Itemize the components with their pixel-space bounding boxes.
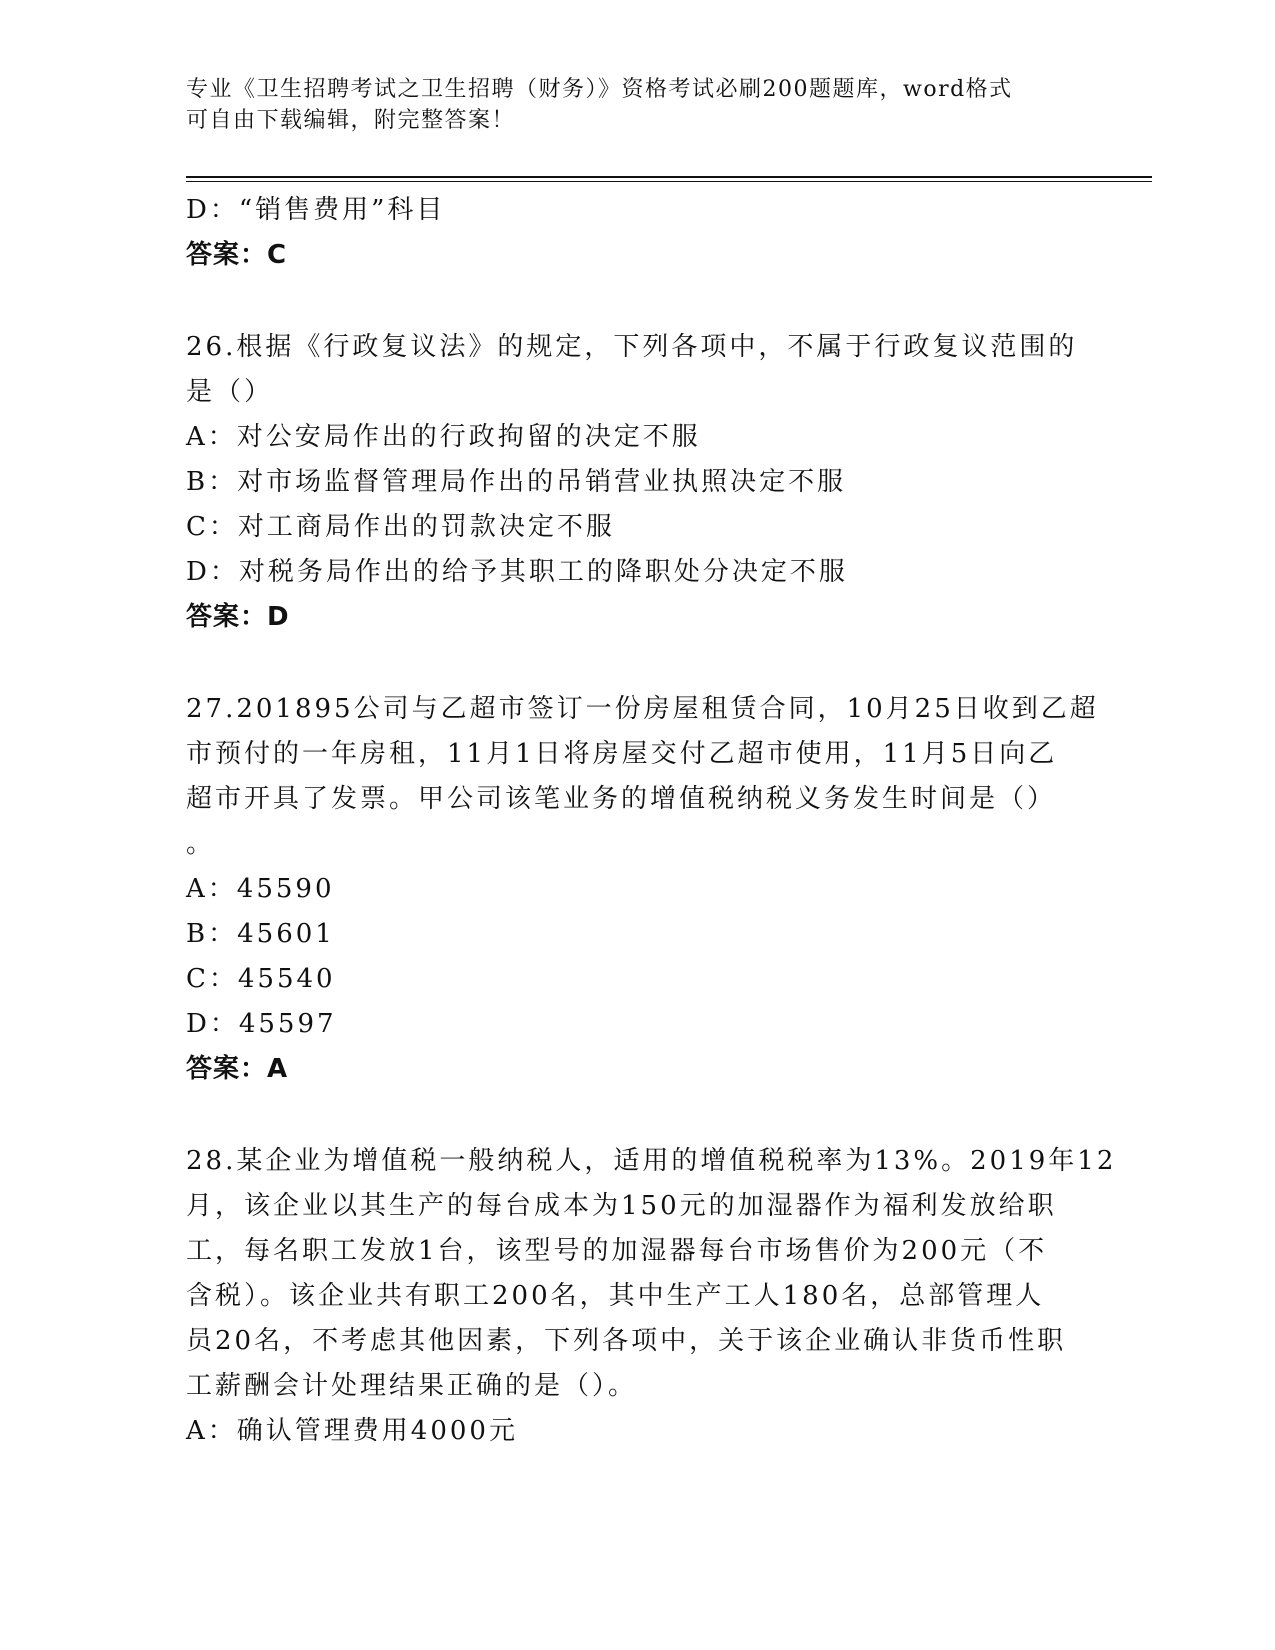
question-text-line: 28.某企业为增值税一般纳税人，适用的增值税税率为13%。2019年12 xyxy=(186,1146,1117,1176)
question-text-line: 市预付的一年房租，11月1日将房屋交付乙超市使用，11月5日向乙 xyxy=(186,739,1058,769)
answer-line: 答案：D xyxy=(186,602,290,632)
question-text-line: 是（） xyxy=(186,377,274,407)
question-text-line: 。 xyxy=(186,829,216,859)
header-line-1: 专业《卫生招聘考试之卫生招聘（财务）》资格考试必刷200题题库，word格式 xyxy=(186,77,1013,102)
option-d: D：45597 xyxy=(186,1009,337,1039)
option-d: D：“销售费用”科目 xyxy=(186,195,446,225)
answer-line: 答案：A xyxy=(186,1054,289,1084)
question-text-line: 员20名，不考虑其他因素，下列各项中，关于该企业确认非货币性职 xyxy=(186,1326,1067,1356)
answer-line: 答案：C xyxy=(186,240,288,270)
question-content xyxy=(186,188,1117,1454)
header-divider-thick xyxy=(186,176,1152,178)
option-b: B：对市场监督管理局作出的吊销营业执照决定不服 xyxy=(186,467,847,497)
option-a: A：确认管理费用4000元 xyxy=(186,1416,518,1446)
spacer xyxy=(186,1092,1086,1139)
spacer xyxy=(186,640,1086,687)
option-d: D：对税务局作出的给予其职工的降职处分决定不服 xyxy=(186,557,848,587)
header-line-2: 可自由下载编辑，附完整答案！ xyxy=(186,108,516,133)
question-text-line: 超市开具了发票。甲公司该笔业务的增值税纳税义务发生时间是（） xyxy=(186,784,1057,814)
question-text-line: 月，该企业以其生产的每台成本为150元的加湿器作为福利发放给职 xyxy=(186,1191,1057,1221)
page-header xyxy=(186,74,1066,136)
option-b: B：45601 xyxy=(186,919,335,949)
question-27 xyxy=(186,687,1099,1092)
question-text-line: 27.201895公司与乙超市签订一份房屋租赁合同，10月25日收到乙超 xyxy=(186,694,1099,724)
option-a: A：45590 xyxy=(186,874,335,904)
question-text-line: 工薪酬会计处理结果正确的是（）。 xyxy=(186,1371,638,1401)
question-text-line: 工，每名职工发放1台，该型号的加湿器每台市场售价为200元（不 xyxy=(186,1236,1048,1266)
option-a: A：对公安局作出的行政拘留的决定不服 xyxy=(186,422,701,452)
spacer xyxy=(186,278,1086,325)
header-divider-thin xyxy=(186,181,1152,182)
question-28 xyxy=(186,1139,1117,1454)
option-c: C：45540 xyxy=(186,964,336,994)
question-text-line: 含税）。该企业共有职工200名，其中生产工人180名，总部管理人 xyxy=(186,1281,1045,1311)
option-c: C：对工商局作出的罚款决定不服 xyxy=(186,512,615,542)
question-26 xyxy=(186,325,1086,640)
question-text-line: 26.根据《行政复议法》的规定，下列各项中，不属于行政复议范围的 xyxy=(186,332,1078,362)
